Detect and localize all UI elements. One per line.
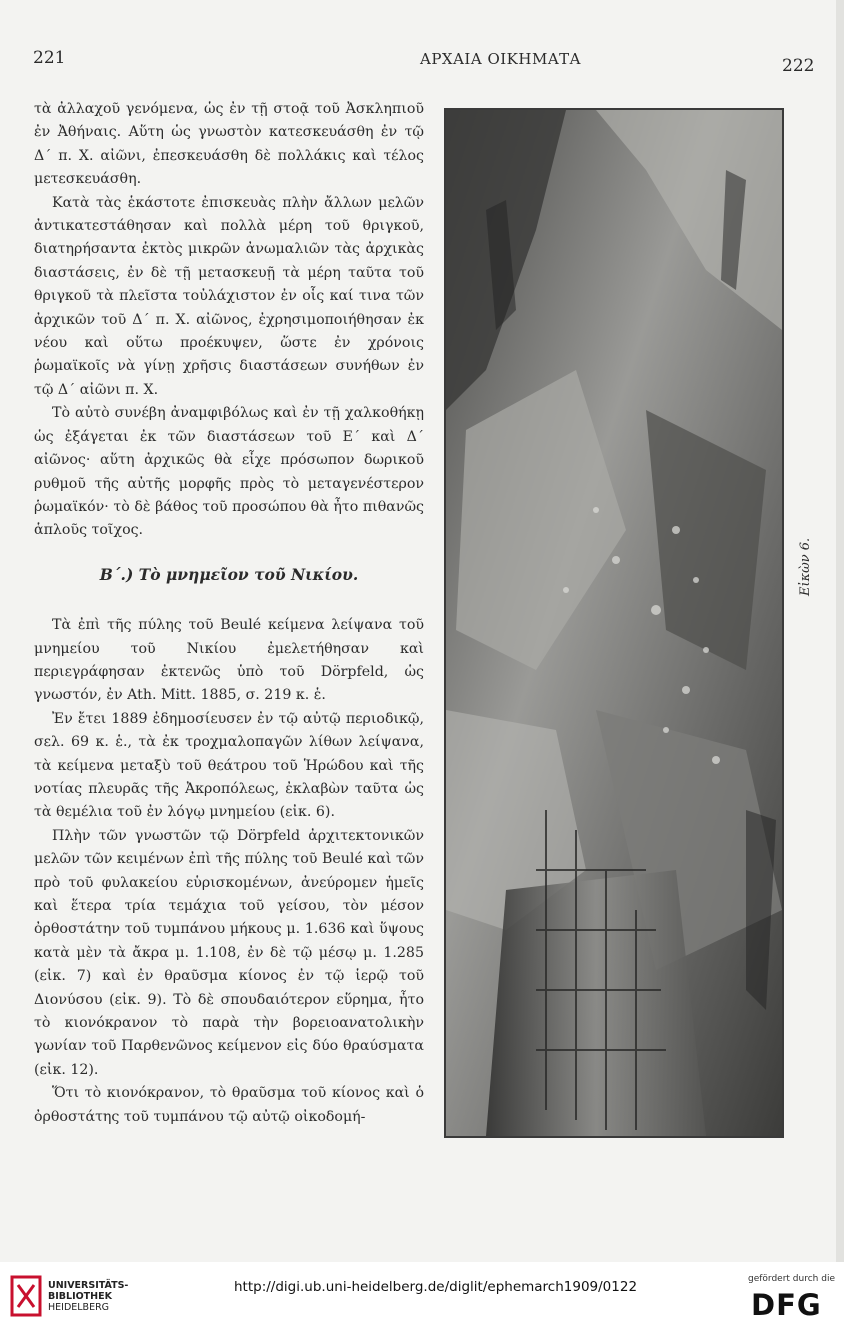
figure-caption <box>798 576 813 596</box>
paragraph-2: Κατὰ τὰς ἑκάστοτε ἐπισκευὰς πλὴν ἄλλων μελῶν ἀντικατεστάθησαν καὶ πολλὰ μέρη τοῦ θριγκοῦ, διατηρήσαντα ἐκτὸς μικρῶν ἀνωμαλιῶν τὰς ἀρχικὰς διαστάσεις, ἐν δὲ τῇ μετασκευῇ τὰ μέρη ταῦτα τοῦ θριγκοῦ τὰ πλεῖστα τοὐλάχιστον ἐν οἷς καί τινα τῶν ἀρχικῶν τοῦ Δ΄ π. Χ. αἰῶνος, ἐχρησιμοποιήθησαν ἐκ νέου καὶ οὕτω προέκυψεν, ὥστε ἐν χρόνοις ῥωμαϊκοῖς νὰ γίνῃ χρῆσις διαστάσεων συνήθων ἐν τῷ Δ΄ αἰῶνι π. Χ. <box>34 194 424 398</box>
running-header <box>30 44 815 76</box>
library-name-line1: UNIVERSITÄTS- <box>48 1280 129 1291</box>
library-name <box>48 1280 128 1313</box>
permalink[interactable]: http://digi.ub.uni-heidelberg.de/diglit/ephemarch1909/0122 <box>234 1279 638 1295</box>
figure-photograph <box>444 108 784 1138</box>
paragraph-7: Ὅτι τὸ κιονόκρανον, τὸ θραῦσμα τοῦ κίονος καὶ ὁ ὀρθοστάτης τοῦ τυμπάνου τῷ αὐτῷ οἰκοδομή- <box>34 1085 424 1125</box>
library-name-line3: HEIDELBERG <box>48 1302 110 1313</box>
paragraph-3: Τὸ αὐτὸ συνέβη ἀναμφιβόλως καὶ ἐν τῇ χαλκοθήκῃ ὡς ἐξάγεται ἐκ τῶν διαστάσεων τοῦ Ε΄ καὶ Δ΄ αἰῶνος· αὕτη ἀρχικῶς θὰ εἶχε πρόσωπον δωρικοῦ ρυθμοῦ τῆς αὐτῆς μορφῆς πρὸς τὸ μεταγενέστερον ῥωμαϊκόν· τὸ δὲ βάθος τοῦ προσώπου θὰ ἦτο πιθανῶς ἁπλοῦς τοῖχος. <box>34 405 424 539</box>
university-seal-icon <box>10 1275 42 1317</box>
page-number-right: 222 <box>782 56 815 76</box>
page-edge <box>836 0 844 1262</box>
text-column <box>34 98 424 1129</box>
paragraph-5: Ἐν ἔτει 1889 ἐδημοσίευσεν ἐν τῷ αὐτῷ περιοδικῷ, σελ. 69 κ. ἑ., τὰ ἐκ τροχμαλοπαγῶν λίθων λείψανα, τὰ κείμενα μεταξὺ τοῦ θεάτρου τοῦ Ἡρώδου καὶ τῆς νοτίας πλευρᾶς τῆς Ἀκροπόλεως, ἐκλαβὼν ταῦτα ὡς τὰ θεμέλια τοῦ ἐν λόγῳ μνημείου (εἰκ. 6). <box>34 710 424 821</box>
running-title: ΑΡΧΑΙΑ ΟΙΚΗΜΑΤΑ <box>420 50 582 68</box>
section-heading: Β΄.) Τὸ μνημεῖον τοῦ Νικίου. <box>99 564 359 584</box>
paragraph-6: Πλὴν τῶν γνωστῶν τῷ Dörpfeld ἀρχιτεκτονικῶν μελῶν τῶν κειμένων ἐπὶ τῆς πύλης τοῦ Beulé καὶ τῶν πρὸ τοῦ φυλακείου εὑρισκομένων, ἀνεύρομεν ἡμεῖς καὶ ἕτερα τρία τεμάχια τοῦ γείσου, τὸν μέσον ὀρθοστάτην τοῦ τυμπάνου μήκους μ. 1.636 καὶ ὕψους κατὰ μὲν τὰ ἄκρα μ. 1.108, ἐν δὲ τῷ μέσῳ μ. 1.285 (εἰκ. 7) καὶ ἐν θραῦσμα κίονος ἐν τῷ ἱερῷ τοῦ Διονύσου (εἰκ. 9). Τὸ δὲ σπουδαιότερον εὕρημα, ἦτο τὸ κιονόκρανον τὸ παρὰ τὴν βορειοανατολικὴν γωνίαν τοῦ Παρθενῶνος κείμενον εἰς δύο θραύσματα (εἰκ. 12). <box>34 827 424 1078</box>
page-number-left: 221 <box>33 48 66 68</box>
dfg-logo: DFG <box>751 1288 822 1322</box>
funding-note: gefördert durch die <box>748 1274 835 1284</box>
paragraph-1: τὰ ἀλλαχοῦ γενόμενα, ὡς ἐν τῇ στοᾷ τοῦ Ἀσκληπιοῦ ἐν Ἀθήναις. Αὕτη ὡς γνωστὸν κατεσκευάσθη ἐν τῷ Δ΄ π. Χ. αἰῶνι, ἐπεσκευάσθη δὲ πολλάκις καὶ τέλος μετεσκευάσθη. <box>34 101 424 188</box>
paragraph-4: Τὰ ἐπὶ τῆς πύλης τοῦ Beulé κείμενα λείψανα τοῦ μνημείου τοῦ Νικίου ἐμελετήθησαν καὶ περιεγράφησαν ἐκτενῶς ὑπὸ τοῦ Dörpfeld, ὡς γνωστόν, ἐν Ath. Mitt. 1885, σ. 219 κ. ἑ. <box>34 617 424 704</box>
library-name-line2: BIBLIOTHEK <box>48 1291 112 1302</box>
rock-wall-photo <box>446 110 782 1136</box>
